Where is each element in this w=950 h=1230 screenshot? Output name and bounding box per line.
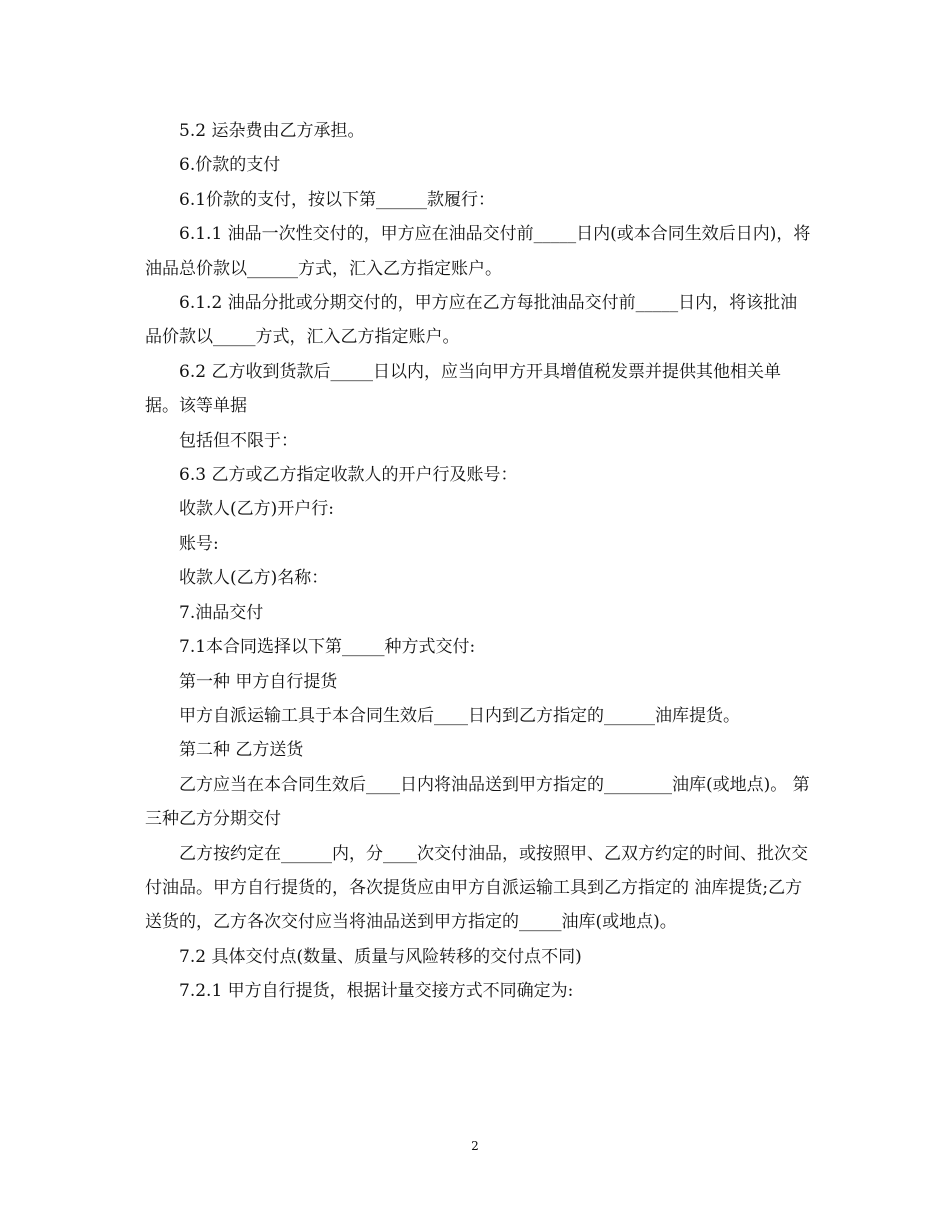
paragraph-7-2: 7.2 具体交付点(数量、质量与风险转移的交付点不同) — [179, 946, 582, 967]
option-1-title: 第一种 甲方自行提货 — [179, 671, 338, 692]
paragraph-6-1-2: 6.1.2 油品分批或分期交付的，甲方应在乙方每批油品交付前_____日内，将该批油品价款以_____方式，汇入乙方指定账户。 — [145, 293, 798, 348]
page-number: 2 — [471, 1139, 479, 1153]
paragraph-7-2-1: 7.2.1 甲方自行提货，根据计量交接方式不同确定为: — [179, 981, 574, 1002]
paragraph-5-2: 5.2 运杂费由乙方承担。 — [179, 121, 365, 141]
option-2-text: 乙方应当在本合同生效后____日内将油品送到甲方指定的________油库(或地点)。 第三种乙方分期交付 — [145, 774, 810, 830]
paragraph-including: 包括但不限于： — [179, 430, 298, 451]
document-body — [145, 114, 813, 1009]
heading-7-delivery: 7.油品交付 — [179, 602, 264, 623]
paragraph-7-1: 7.1本合同选择以下第_____种方式交付: — [179, 637, 476, 658]
account-number-line: 账号: — [179, 533, 219, 554]
paragraph-6-2: 6.2 乙方收到货款后_____日以内，应当向甲方开具增值税发票并提供其他相关单据。该等单据 — [145, 361, 781, 417]
payee-name-line: 收款人(乙方)名称： — [179, 568, 329, 589]
paragraph-6-1: 6.1价款的支付，按以下第______款履行： — [179, 189, 496, 210]
heading-6-payment: 6.价款的支付 — [179, 155, 281, 176]
paragraph-6-3: 6.3 乙方或乙方指定收款人的开户行及账号： — [179, 465, 518, 486]
option-1-text: 甲方自派运输工具于本合同生效后____日内到乙方指定的______油库提货。 — [179, 705, 740, 726]
option-3-text: 乙方按约定在______内，分____次交付油品，或按照甲、乙双方约定的时间、批次交付油品。甲方自行提货的，各次提货应由甲方自派运输工具到乙方指定的 油库提货;乙方送货的，乙方各次交付应当将油品送到甲方指定的_____油库(或地点)。 — [145, 843, 808, 933]
option-2-title: 第二种 乙方送货 — [179, 740, 304, 761]
paragraph-6-1-1: 6.1.1 油品一次性交付的，甲方应在油品交付前_____日内(或本合同生效后日内)，将油品总价款以______方式，汇入乙方指定账户。 — [145, 224, 811, 279]
payee-bank-line: 收款人(乙方)开户行: — [179, 499, 334, 520]
